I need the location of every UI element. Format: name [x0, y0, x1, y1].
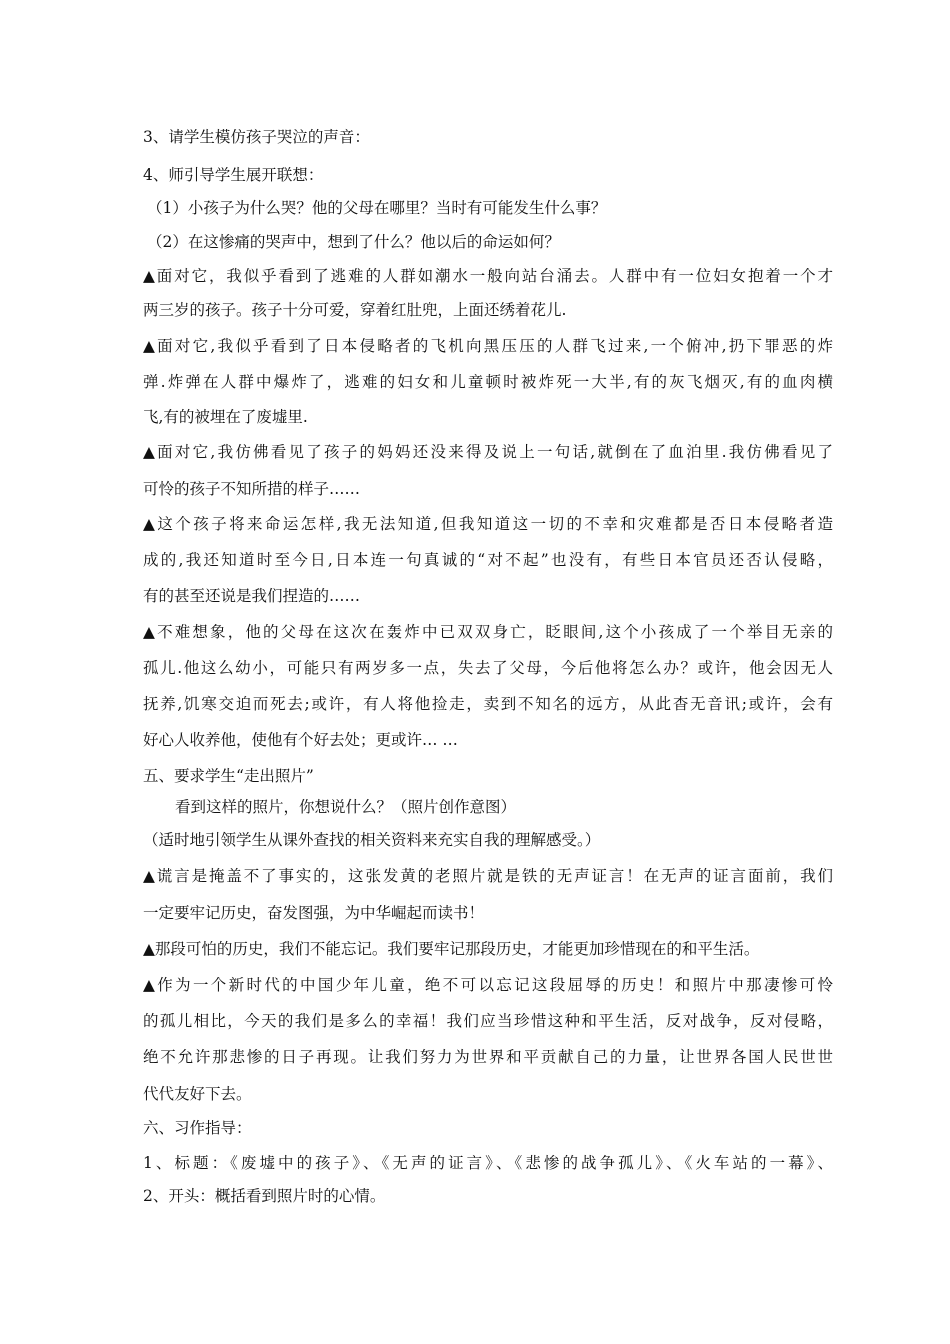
- text-line: 成的,我还知道时至今日,日本连一句真诚的“对不起”也没有，有些日本官员还否认侵略，: [143, 551, 833, 569]
- text-line: 看到这样的照片，你想说什么？（照片创作意图）: [175, 798, 517, 816]
- text-line: 代代友好下去。: [143, 1085, 252, 1103]
- text-line: 抚养,饥寒交迫而死去;或许，有人将他捡走，卖到不知名的远方，从此杳无音讯;或许，会有: [143, 695, 833, 713]
- text-line: 飞,有的被埋在了废墟里.: [143, 408, 308, 426]
- text-line: ▲面对它,我似乎看到了日本侵略者的飞机向黑压压的人群飞过来,一个俯冲,扔下罪恶的炸: [143, 337, 833, 355]
- text-line: 两三岁的孩子。孩子十分可爱，穿着红肚兜，上面还绣着花儿.: [143, 301, 567, 319]
- text-line: 2、开头：概括看到照片时的心情。: [143, 1187, 386, 1205]
- text-line: ▲谎言是掩盖不了事实的，这张发黄的老照片就是铁的无声证言！在无声的证言面前，我们: [143, 867, 833, 885]
- text-line: 的孤儿相比，今天的我们是多么的幸福！我们应当珍惜这种和平生活，反对战争，反对侵略，: [143, 1012, 833, 1030]
- text-line: 3、请学生模仿孩子哭泣的声音：: [143, 128, 370, 146]
- text-line: （2）在这惨痛的哭声中，想到了什么？他以后的命运如何？: [147, 233, 560, 251]
- section-heading: 五、要求学生“走出照片”: [143, 767, 314, 785]
- text-line: 好心人收养他，使他有个好去处；更或许… …: [143, 731, 458, 749]
- text-line: （1）小孩子为什么哭？他的父母在哪里？当时有可能发生什么事？: [147, 199, 607, 217]
- text-line: ▲作为一个新时代的中国少年儿童，绝不可以忘记这段屈辱的历史！和照片中那凄惨可怜: [143, 976, 833, 994]
- text-line: ▲面对它，我似乎看到了逃难的人群如潮水一般向站台涌去。人群中有一位妇女抱着一个才: [143, 267, 833, 285]
- text-line: ▲那段可怕的历史，我们不能忘记。我们要牢记那段历史，才能更加珍惜现在的和平生活。: [143, 940, 760, 958]
- text-line: ▲不难想象，他的父母在这次在轰炸中已双双身亡，眨眼间,这个小孩成了一个举目无亲的: [143, 623, 833, 641]
- text-line: ▲这个孩子将来命运怎样,我无法知道,但我知道这一切的不幸和灾难都是否日本侵略者造: [143, 515, 833, 533]
- text-line: 4、师引导学生展开联想：: [143, 166, 324, 184]
- text-line: 1、标题：《废墟中的孩子》、《无声的证言》、《悲惨的战争孤儿》、《火车站的一幕》、: [143, 1154, 833, 1172]
- text-line: 孤儿.他这么幼小，可能只有两岁多一点，失去了父母，今后他将怎么办？或许，他会因无人: [143, 659, 833, 677]
- text-line: ▲面对它,我仿佛看见了孩子的妈妈还没来得及说上一句话,就倒在了血泊里.我仿佛看见了: [143, 443, 833, 461]
- text-line: 绝不允许那悲惨的日子再现。让我们努力为世界和平贡献自己的力量，让世界各国人民世世: [143, 1048, 833, 1066]
- text-line: 有的甚至还说是我们捏造的……: [143, 587, 361, 605]
- section-heading: 六、习作指导：: [143, 1119, 252, 1137]
- text-line: 弹.炸弹在人群中爆炸了，逃难的妇女和儿童顿时被炸死一大半,有的灰飞烟灭,有的血肉横: [143, 373, 833, 391]
- text-line: 可怜的孩子不知所措的样子……: [143, 480, 361, 498]
- text-line: （适时地引领学生从课外查找的相关资料来充实自我的理解感受。）: [143, 831, 601, 849]
- text-line: 一定要牢记历史，奋发图强，为中华崛起而读书！: [143, 904, 485, 922]
